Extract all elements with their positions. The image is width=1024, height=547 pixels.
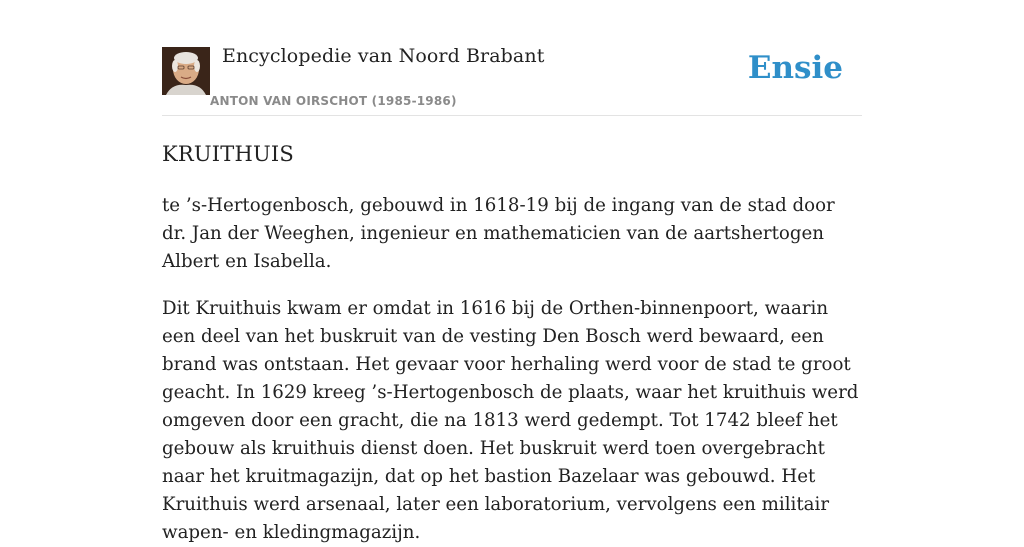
article-title: KRUITHUIS [162,142,294,166]
brand-logo[interactable]: Ensie [747,50,843,86]
author-name[interactable]: ANTON VAN OIRSCHOT (1985-1986) [210,94,457,108]
header [162,0,862,116]
article [162,140,862,547]
author-portrait-icon [162,47,210,95]
article-paragraph: Dit Kruithuis kwam er omdat in 1616 bij de Orthen-binnenpoort, waarin een deel van het buskruit van de vesting Den Bosch werd bewaard, een brand was ontstaan. Het gevaar voor herhaling werd voor de stad te groot geacht. In 1629 kreeg ’s-Hertogenbosch de plaats, waar het kruithuis werd omgeven door een gracht, die na 1813 werd gedempt. Tot 1742 bleef het gebouw als kruithuis dienst doen. Het buskruit werd toen overgebracht naar het kruitmagazijn, dat op het bastion Bazelaar was gebouwd. Het Kruithuis werd arsenaal, later een laboratorium, vervolgens een militair wapen- en kledingmagazijn. [162,298,859,543]
article-paragraph: te ’s-Hertogenbosch, gebouwd in 1618-19 bij de ingang van de stad door dr. Jan der Weeghen, ingenieur en mathematicien van de aartshertogen Albert en Isabella. [162,195,835,272]
author-avatar[interactable] [162,47,210,95]
publication-title[interactable]: Encyclopedie van Noord Brabant [222,45,545,67]
